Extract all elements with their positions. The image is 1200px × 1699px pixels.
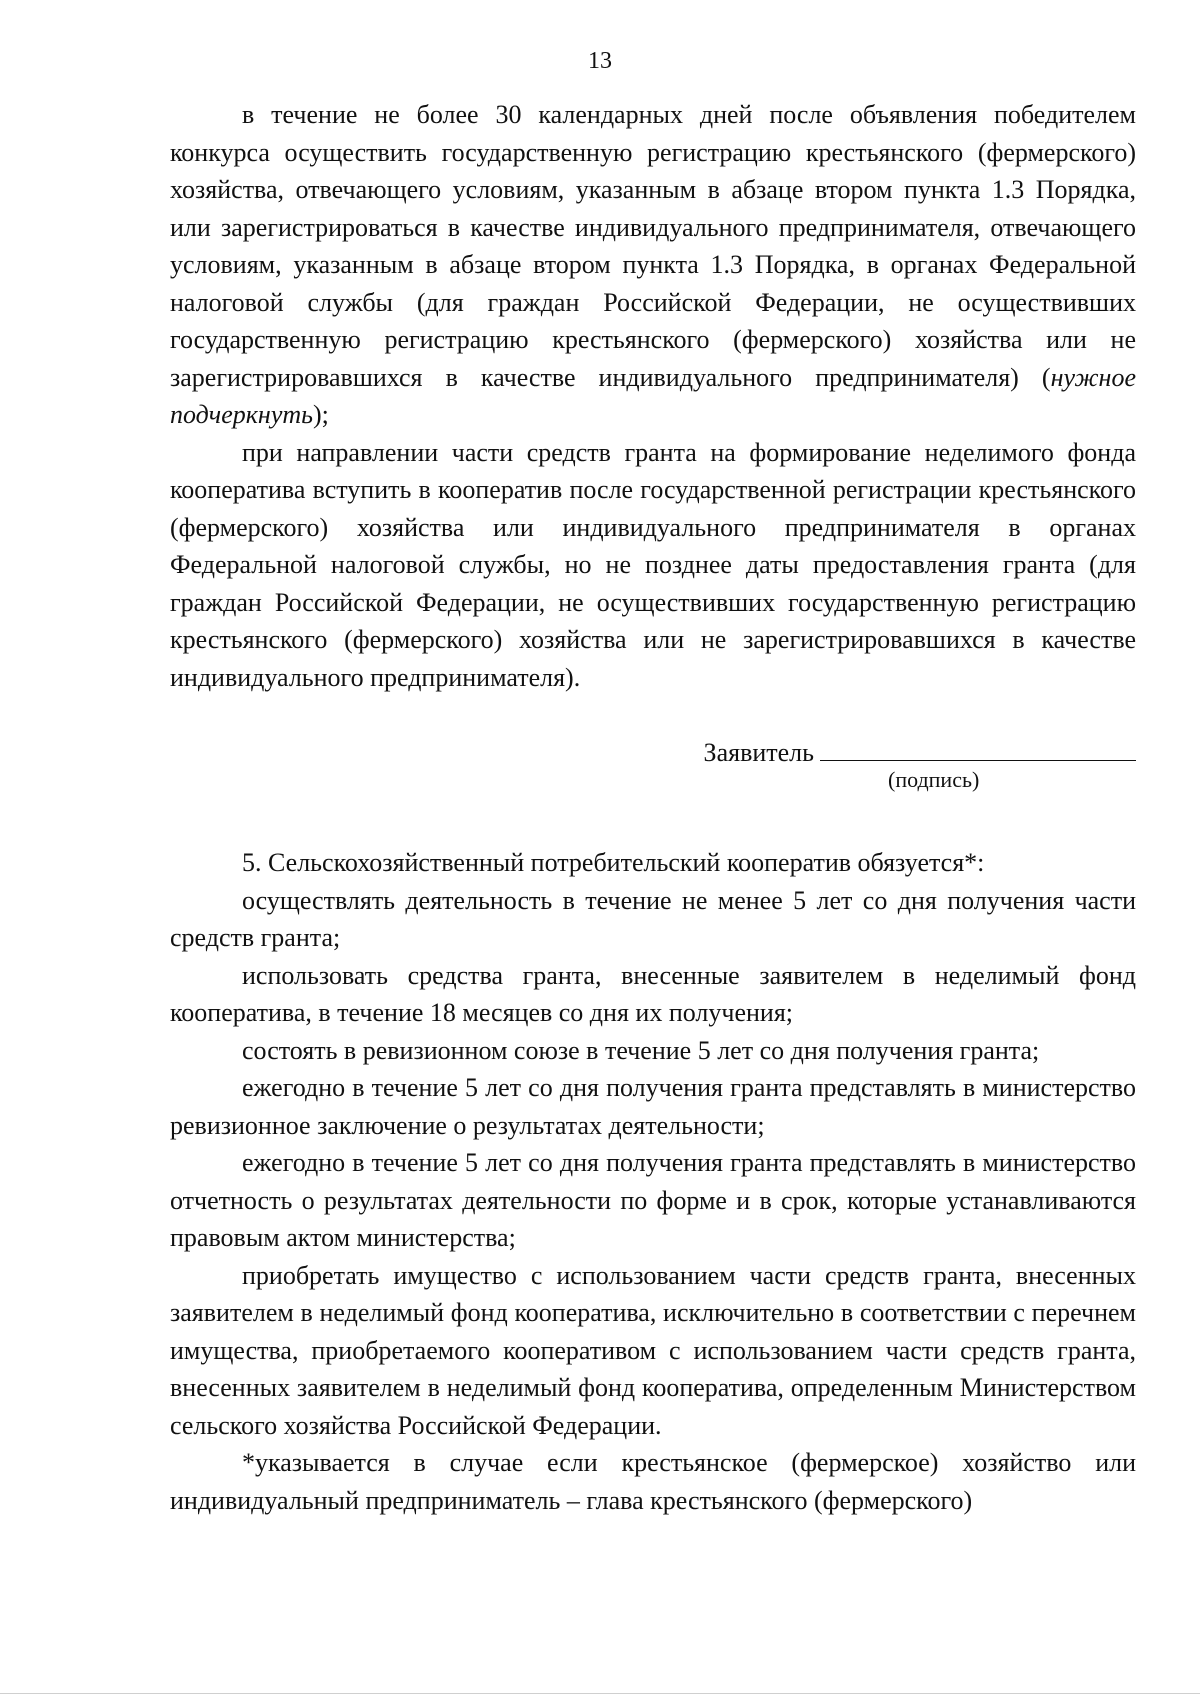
cooperative-obligation-item: ежегодно в течение 5 лет со дня получения гранта представлять в министерство отчетность о результатах деятельности по форме и в срок, которые устанавливаются правовым актом министерства; <box>170 1148 1136 1252</box>
obligation-registration-paragraph <box>170 96 1136 434</box>
underline-instruction: нужное подчеркнуть <box>170 362 1136 429</box>
applicant-label: Заявитель <box>703 738 814 767</box>
cooperative-obligation-item: осуществлять деятельность в течение не менее 5 лет со дня получения части средств гранта; <box>170 885 1136 952</box>
paragraph-tail: ); <box>312 400 329 429</box>
cooperative-obligation-item: приобретать имущество с использованием части средств гранта, внесенных заявителем в неделимый фонд кооператива, исключительно в соответствии с перечнем имущества, приобретаемого кооперативом с использованием части средств гранта, внесенных заявителем в неделимый фонд кооператива, определенным Министерством сельского хозяйства Российской Федерации. <box>170 1260 1136 1440</box>
paragraph-text: в течение не более 30 календарных дней после объявления победителем конкурса осуществить государственную регистрацию крестьянского (фермерского) хозяйства, отвечающего условиям, указанным в абзаце втором пункта 1.3 Порядка, или зарегистрироваться в качестве индивидуального предпринимателя, отвечающего условиям, указанным в абзаце втором пункта 1.3 Порядка, в органах Федеральной налоговой службы (для граждан Российской Федерации, не осуществивших государственную регистрацию крестьянского (фермерского) хозяйства или не зарегистрировавшихся в качестве индивидуального предпринимателя) ( <box>170 100 1136 392</box>
footnote: *указывается в случае если крестьянское (фермерское) хозяйство или индивидуальный предприниматель – глава крестьянского (фермерского) <box>170 1448 1136 1515</box>
signature-block <box>170 696 1136 844</box>
document-body <box>170 96 1136 1519</box>
cooperative-obligation-item: ежегодно в течение 5 лет со дня получения гранта представлять в министерство ревизионное заключение о результатах деятельности; <box>170 1073 1136 1140</box>
page-bottom-edge <box>0 1693 1200 1694</box>
page-number: 13 <box>588 48 612 74</box>
obligation-cooperative-paragraph: при направлении части средств гранта на формирование неделимого фонда кооператива вступить в кооператив после государственной регистрации крестьянского (фермерского) хозяйства или индивидуального предпринимателя в органах Федеральной налоговой службы, но не позднее даты предоставления гранта (для граждан Российской Федерации, не осуществивших государственную регистрацию крестьянского (фермерского) хозяйства или не зарегистрировавшихся в качестве индивидуального предпринимателя). <box>170 437 1136 692</box>
section-5-heading: 5. Сельскохозяйственный потребительский кооператив обязуется*: <box>242 848 985 877</box>
signature-line <box>820 734 1136 761</box>
cooperative-obligation-item: использовать средства гранта, внесенные заявителем в неделимый фонд кооператива, в течение 18 месяцев со дня их получения; <box>170 960 1136 1027</box>
cooperative-obligation-item: состоять в ревизионном союзе в течение 5 лет со дня получения гранта; <box>242 1035 1040 1065</box>
signature-caption: (подпись) <box>888 767 980 792</box>
